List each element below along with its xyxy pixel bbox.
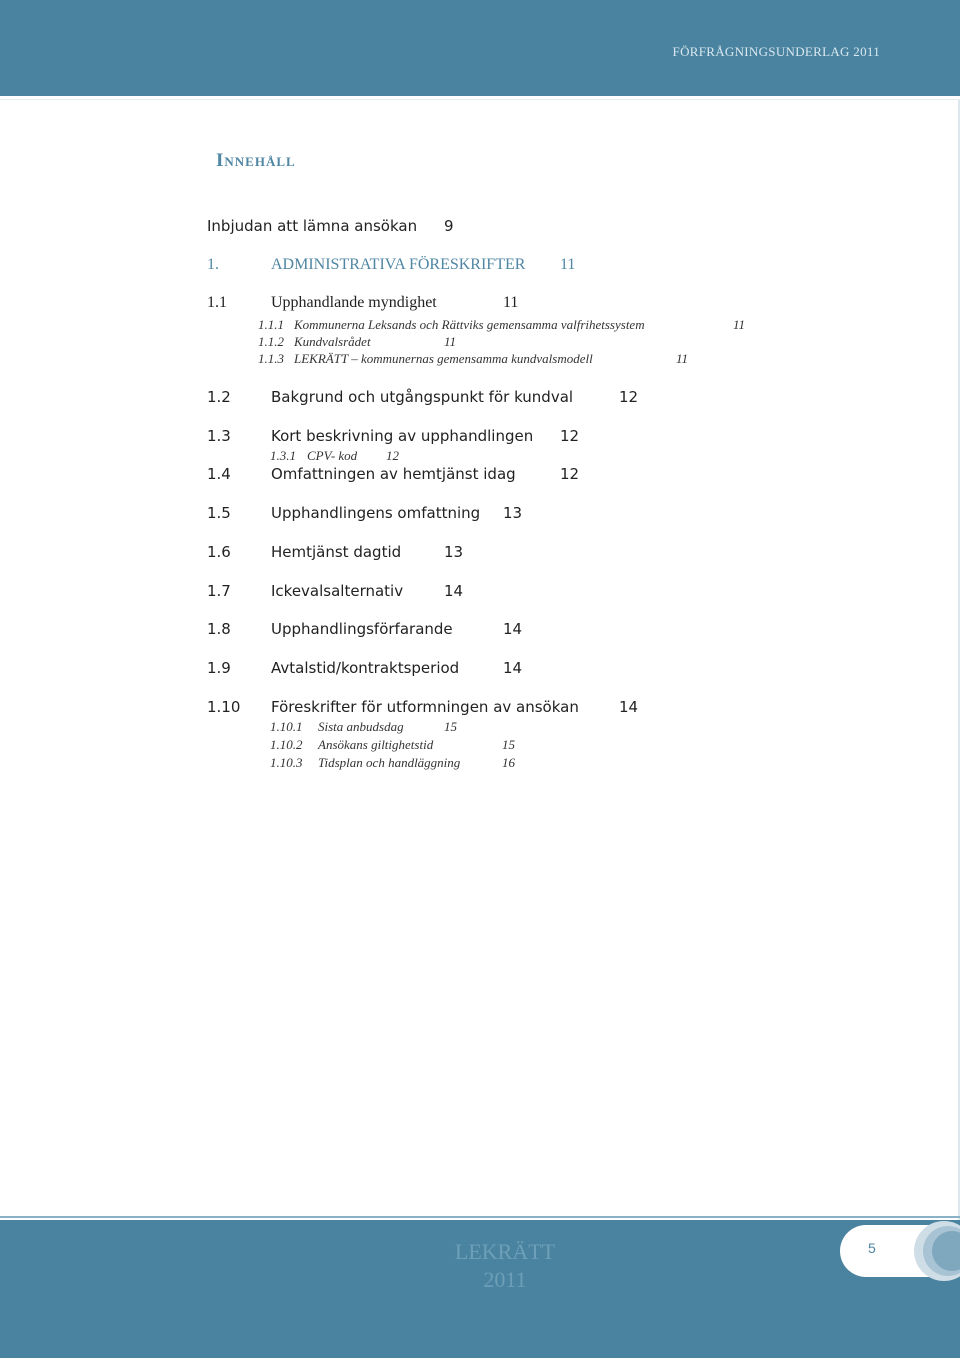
toc-label: Kommunerna Leksands och Rättviks gemensamma valfrihetssystem: [294, 317, 645, 332]
toc-number: 1.8: [207, 620, 231, 638]
toc-page: 11: [444, 334, 457, 349]
toc-page: 14: [444, 582, 464, 600]
toc-label: Kundvalsrådet: [294, 334, 371, 349]
toc-label: Upphandlingsförfarande: [271, 620, 453, 638]
page-title: Innehåll: [216, 150, 296, 171]
footer-brand-name: LEKRÄTT: [454, 1239, 556, 1264]
toc-page: 14: [619, 698, 639, 716]
toc-number: 1.10: [207, 698, 241, 716]
toc-label: Avtalstid/kontraktsperiod: [271, 659, 460, 677]
toc-number: 1.1: [207, 294, 227, 311]
toc-page: 11: [503, 294, 519, 311]
toc-number: 1.1.2: [258, 334, 284, 349]
toc-label: Föreskrifter för utformningen av ansökan: [271, 698, 579, 716]
toc-number: 1.5: [207, 504, 231, 522]
toc-page: 15: [444, 719, 457, 734]
toc-page: 11: [560, 256, 576, 273]
footer-divider: [0, 1216, 960, 1218]
toc-number: 1.9: [207, 659, 231, 677]
toc-page: 11: [676, 351, 689, 366]
toc-page: 14: [503, 620, 523, 638]
toc-label: CPV- kod: [307, 448, 358, 463]
toc-number: 1.1.1: [258, 317, 284, 332]
toc-page: 13: [503, 504, 523, 522]
toc-page: 16: [502, 755, 515, 770]
decorative-circles-icon: [890, 1218, 960, 1290]
toc-number: 1.2: [207, 388, 231, 406]
toc-label: Sista anbudsdag: [318, 719, 404, 734]
footer-brand-year: 2011: [483, 1267, 527, 1292]
toc-number: 1.10.2: [270, 737, 303, 752]
toc-page: 12: [386, 448, 399, 463]
toc-number: 1.3.1: [270, 448, 296, 463]
toc-number: 1.1.3: [258, 351, 284, 366]
page-number: 5: [868, 1240, 876, 1256]
toc-number: 1.3: [207, 427, 231, 445]
header-title: FÖRFRÅGNINGSUNDERLAG 2011: [672, 44, 880, 59]
toc-label: Inbjudan att lämna ansökan: [207, 217, 418, 235]
toc-page: 12: [560, 465, 580, 483]
toc-page: 15: [502, 737, 515, 752]
toc-page: 9: [444, 217, 454, 235]
toc-page: 11: [733, 317, 746, 332]
toc-label: LEKRÄTT – kommunernas gemensamma kundvalsmodell: [294, 351, 593, 366]
toc-number: 1.6: [207, 543, 231, 561]
toc-label: Ickevalsalternativ: [271, 582, 404, 600]
toc-label: Bakgrund och utgångspunkt för kundval: [271, 388, 574, 406]
toc-page: 13: [444, 543, 464, 561]
toc-label: Omfattningen av hemtjänst idag: [271, 465, 516, 483]
header-divider: [0, 96, 960, 100]
toc-page: 12: [619, 388, 639, 406]
toc-number: 1.7: [207, 582, 231, 600]
toc-number: 1.4: [207, 465, 231, 483]
toc-label: Hemtjänst dagtid: [271, 543, 402, 561]
toc-number: 1.10.1: [270, 719, 303, 734]
toc-page: 12: [560, 427, 580, 445]
toc-label: Upphandlande myndighet: [271, 294, 437, 311]
toc-label: Kort beskrivning av upphandlingen: [271, 427, 534, 445]
toc-label: ADMINISTRATIVA FÖRESKRIFTER: [271, 256, 526, 273]
footer-brand: [420, 1238, 590, 1294]
toc-label: Tidsplan och handläggning: [318, 755, 461, 770]
header-band: [0, 0, 960, 96]
toc-number: 1.: [207, 256, 219, 273]
toc-page: 14: [503, 659, 523, 677]
toc-label: Ansökans giltighetstid: [318, 737, 434, 752]
toc-label: Upphandlingens omfattning: [271, 504, 481, 522]
toc-number: 1.10.3: [270, 755, 303, 770]
